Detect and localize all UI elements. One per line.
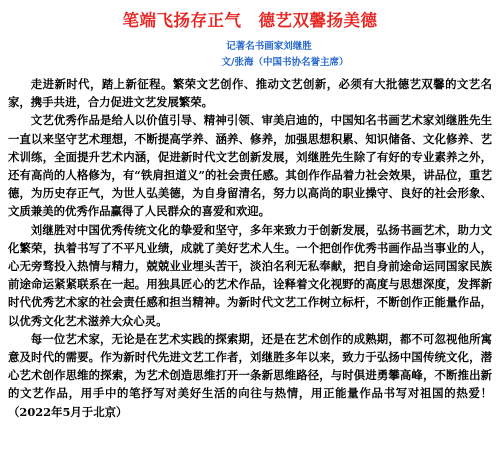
paragraph: 走进新时代，踏上新征程。繁荣文艺创作、推动文艺创新，必须有大批德艺双馨的文艺名家，携手共进，合力促进文艺发展繁荣。 [8, 77, 492, 110]
paragraph: 每一位艺术家，无论是在艺术实践的探索期，还是在艺术创作的成熟期，都不可忽视他所寓意及时代的需要。作为新时代先进文艺工作者，刘继胜多年以来，致力于弘扬中国传统文化，潜心艺术创作思维的探索，为艺术创造思维打开一条新思维路径，与时俱进勇攀高峰，不断推出新的文艺作品，用手中的笔抒写对美好生活的向往与热情，用正能量作品书写对祖国的热爱！（2022年5月于北京） [8, 331, 492, 419]
article-title: 笔端飞扬存正气 德艺双馨扬美德 [122, 11, 378, 30]
article-body [8, 75, 492, 421]
article-author: 文/张海（中国书协名誉主席） [221, 57, 349, 68]
article-subtitle: 记著名书画家刘继胜 [226, 41, 312, 52]
paragraph: 刘继胜对中国优秀传统文化的挚爱和坚守，多年来致力于创新发展，弘扬书画艺术，助力文化繁荣，执着书写了不平凡业绩，成就了美好艺术人生。一个把创作优秀书画作品当事业的人，心无旁骛投入热情与精力，兢兢业业埋头苦干，淡泊名利无私奉献，把自身前途命运同国家民族前途命运紧紧联系在一起。用独具匠心的艺术作品，诠释着文化视野的高度与思想深度，发挥新时代优秀艺术家的社会责任感和担当精神。为新时代文艺工作树立标杆，不断创作正能量作品，以优秀文化艺术滋养大众心灵。 [8, 222, 492, 328]
paragraph: 文艺优秀作品是给人以价值引导、精神引领、审美启迪的，中国知名书画艺术家刘继胜先生一直以来坚守艺术理想，不断提高学养、涵养、修养，加强思想积累、知识储备、文化修养、艺术训练，全面提升艺术内涵，促进新时代文艺创新发展，刘继胜先生除了有好的专业素养之外，还有高尚的人格修为，有“铁肩担道义”的社会责任感。其创作作品着力社会效果，讲品位，重艺德，为历史存正气，为世人弘美德，为自身留清名，努力以高尚的职业操守、良好的社会形象、文质兼美的优秀作品赢得了人民群众的喜爱和欢迎。 [8, 113, 492, 219]
